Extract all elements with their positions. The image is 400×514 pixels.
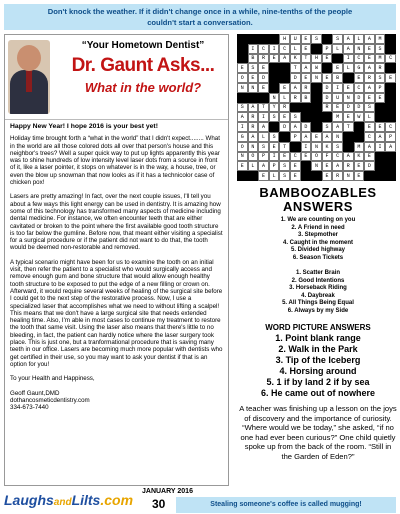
- crossword-black-square: [237, 34, 248, 44]
- crossword-black-square: [385, 44, 396, 54]
- crossword-black-square: [385, 152, 396, 162]
- crossword-cell: E: [258, 171, 269, 181]
- crossword-cell: N: [269, 93, 280, 103]
- crossword-black-square: [343, 73, 354, 83]
- crossword-cell: C: [354, 54, 365, 64]
- crossword-black-square: [311, 83, 322, 93]
- bamboozables-title: [239, 186, 397, 214]
- crossword-cell: Y: [269, 103, 280, 113]
- crossword-cell: E: [301, 44, 312, 54]
- crossword-cell: N: [311, 142, 322, 152]
- crossword-cell: A: [301, 63, 312, 73]
- crossword-cell: S: [364, 103, 375, 113]
- crossword-black-square: [279, 63, 290, 73]
- paragraph-3: A typical scenario might have been for us to examine the tooth on an initial visit, then refer the patient to a specialist who would surgically access and remove enough gum and bone structure that would allow enough healthy tooth structure to be exposed to put the edge of a new filling or crown on. Afterward, it would require several weeks of healing of the surgical site before I could get to the next step of the restorative process. Now, I use a specialized laser that accomplishes what we need to without lifting a scalpel! This means that we don't have a large surgical site that needs extended healing time. Also, I'm able in most cases to continue my treatment to restore the tooth that same visit. Using the laser also means that there's little to no bleeding, in fact, the patient can hardly notice where the laser surgery took place. This is just one, but a tranformational procedure that is saving many teeth in our office. Lasers are becoming much more popular with dentists who get certified in their use, so you may want to ask your dentist if that is an option for you!: [10, 258, 223, 368]
- closing: To your Health and Happiness,: [10, 375, 95, 383]
- crossword-cell: T: [279, 142, 290, 152]
- crossword-cell: A: [364, 83, 375, 93]
- crossword-black-square: [301, 171, 312, 181]
- crossword-cell: D: [354, 93, 365, 103]
- crossword-cell: C: [354, 83, 365, 93]
- crossword-cell: E: [237, 161, 248, 171]
- crossword-cell: E: [322, 54, 333, 64]
- crossword-black-square: [375, 171, 386, 181]
- crossword-cell: I: [248, 44, 259, 54]
- crossword-cell: F: [322, 152, 333, 162]
- bamboozables-title-line-1: BAMBOOZABLES: [259, 185, 377, 200]
- crossword-black-square: [301, 112, 312, 122]
- crossword-black-square: [269, 122, 280, 132]
- crossword-cell: A: [279, 54, 290, 64]
- crossword-black-square: [237, 171, 248, 181]
- crossword-black-square: [248, 171, 259, 181]
- crossword-cell: N: [237, 83, 248, 93]
- crossword-cell: E: [354, 73, 365, 83]
- crossword-black-square: [269, 73, 280, 83]
- dentist-photo: [8, 40, 50, 114]
- crossword-cell: E: [237, 63, 248, 73]
- crossword-cell: C: [290, 152, 301, 162]
- crossword-cell: I: [237, 122, 248, 132]
- crossword-black-square: [385, 112, 396, 122]
- crossword-cell: E: [343, 112, 354, 122]
- crossword-cell: L: [248, 161, 259, 171]
- crossword-solution: [237, 34, 396, 181]
- crossword-cell: L: [269, 171, 280, 181]
- crossword-cell: N: [311, 73, 322, 83]
- crossword-black-square: [385, 103, 396, 113]
- crossword-cell: T: [301, 54, 312, 64]
- crossword-cell: L: [354, 34, 365, 44]
- crossword-cell: S: [375, 73, 386, 83]
- crossword-cell: U: [332, 93, 343, 103]
- crossword-black-square: [301, 103, 312, 113]
- column-kicker: “Your Hometown Dentist”: [81, 40, 205, 51]
- crossword-cell: R: [322, 103, 333, 113]
- crossword-cell: I: [269, 44, 280, 54]
- bamboozables-answers-group-1: [239, 217, 397, 263]
- crossword-black-square: [385, 63, 396, 73]
- crossword-cell: M: [375, 54, 386, 64]
- crossword-cell: R: [301, 83, 312, 93]
- crossword-cell: A: [301, 132, 312, 142]
- top-quote-banner: [4, 4, 396, 30]
- crossword-black-square: [354, 132, 365, 142]
- crossword-cell: U: [290, 34, 301, 44]
- crossword-cell: P: [375, 83, 386, 93]
- crossword-cell: S: [258, 142, 269, 152]
- page-number: 30: [152, 497, 166, 511]
- crossword-cell: N: [237, 152, 248, 162]
- crossword-cell: W: [311, 63, 322, 73]
- crossword-cell: E: [290, 161, 301, 171]
- issue-date: JANUARY 2016: [142, 488, 193, 495]
- crossword-black-square: [343, 132, 354, 142]
- crossword-cell: A: [332, 161, 343, 171]
- crossword-cell: R: [248, 122, 259, 132]
- crossword-cell: M: [354, 142, 365, 152]
- crossword-cell: N: [311, 161, 322, 171]
- signature-website: dothancosmeticdentistry.com: [10, 396, 90, 404]
- crossword-cell: N: [332, 132, 343, 142]
- crossword-cell: E: [385, 73, 396, 83]
- crossword-cell: S: [279, 161, 290, 171]
- crossword-cell: W: [354, 112, 365, 122]
- crossword-cell: E: [364, 152, 375, 162]
- crossword-cell: A: [258, 161, 269, 171]
- crossword-black-square: [269, 63, 280, 73]
- crossword-cell: L: [258, 132, 269, 142]
- crossword-black-square: [279, 132, 290, 142]
- bamboozables-answer-item: 6. Season Tickets: [292, 254, 344, 261]
- crossword-cell: R: [248, 112, 259, 122]
- crossword-black-square: [269, 83, 280, 93]
- crossword-cell: R: [375, 63, 386, 73]
- paragraph-1: Holiday time brought forth a “what in the world” that I didn't expect........ What in the world are all those colored dots all over that person's house and this neighbor's trees? Well a super quick way to put up lights apparently this year was to shine hundreds of low intensity level laser dots from a source in front of it, like a laser pointer, it stops on whatever is in the way, a house, tree, or even the blow up snowman that now looks as if it has a technicolor case of chicken pox!: [10, 135, 220, 187]
- crossword-cell: S: [290, 112, 301, 122]
- column-title: Dr. Gaunt Asks...: [71, 55, 215, 76]
- crossword-cell: A: [343, 44, 354, 54]
- crossword-cell: C: [385, 54, 396, 64]
- crossword-cell: O: [311, 152, 322, 162]
- crossword-cell: A: [343, 34, 354, 44]
- crossword-cell: A: [322, 132, 333, 142]
- crossword-cell: E: [375, 93, 386, 103]
- crossword-cell: D: [343, 103, 354, 113]
- crossword-black-square: [248, 93, 259, 103]
- crossword-cell: E: [311, 132, 322, 142]
- crossword-cell: L: [343, 63, 354, 73]
- crossword-cell: E: [301, 34, 312, 44]
- crossword-cell: N: [248, 142, 259, 152]
- crossword-cell: A: [343, 152, 354, 162]
- crossword-cell: A: [364, 142, 375, 152]
- crossword-cell: S: [248, 63, 259, 73]
- word-picture-answer-item: 6. He came out of nowhere: [260, 388, 376, 398]
- crossword-cell: E: [343, 83, 354, 93]
- crossword-cell: P: [290, 132, 301, 142]
- crossword-cell: B: [332, 73, 343, 83]
- crossword-cell: P: [258, 152, 269, 162]
- crossword-cell: E: [364, 54, 375, 64]
- dentist-column: [4, 34, 229, 486]
- crossword-cell: D: [354, 103, 365, 113]
- crossword-black-square: [375, 112, 386, 122]
- crossword-cell: P: [269, 161, 280, 171]
- crossword-cell: T: [343, 122, 354, 132]
- crossword-cell: E: [269, 54, 280, 64]
- crossword-cell: E: [354, 171, 365, 181]
- bamboozables-answer-item: 4. Caught in the moment: [282, 239, 353, 246]
- crossword-cell: E: [322, 171, 333, 181]
- crossword-cell: I: [375, 142, 386, 152]
- crossword-black-square: [311, 93, 322, 103]
- crossword-cell: E: [322, 161, 333, 171]
- crossword-black-square: [385, 34, 396, 44]
- crossword-cell: S: [279, 171, 290, 181]
- crossword-cell: E: [248, 73, 259, 83]
- crossword-black-square: [322, 63, 333, 73]
- bamboozables-answer-item: 3. Stepmother: [297, 232, 338, 239]
- crossword-cell: S: [332, 142, 343, 152]
- signature-phone: 334-673-7440: [10, 404, 49, 412]
- crossword-cell: S: [237, 103, 248, 113]
- crossword-cell: A: [248, 103, 259, 113]
- crossword-cell: R: [290, 93, 301, 103]
- crossword-cell: A: [364, 63, 375, 73]
- banner-line-2: couldn't start a conversation.: [147, 18, 253, 27]
- crossword-cell: S: [311, 34, 322, 44]
- column-subtitle: What in the world?: [84, 80, 202, 95]
- crossword-cell: L: [332, 44, 343, 54]
- crossword-cell: N: [343, 171, 354, 181]
- word-picture-answer-item: 4. Horsing around: [279, 366, 357, 376]
- crossword-black-square: [375, 103, 386, 113]
- crossword-cell: E: [332, 63, 343, 73]
- crossword-black-square: [375, 152, 386, 162]
- column-body: [5, 120, 228, 411]
- signature: [10, 390, 223, 412]
- crossword-cell: E: [301, 152, 312, 162]
- word-picture-answer-item: 2. Walk in the Park: [278, 344, 358, 354]
- crossword-black-square: [385, 93, 396, 103]
- crossword-cell: K: [290, 54, 301, 64]
- crossword-cell: N: [343, 93, 354, 103]
- crossword-cell: R: [258, 54, 269, 64]
- word-picture-answer-item: 3. Tip of the Iceberg: [275, 355, 361, 365]
- crossword-black-square: [279, 73, 290, 83]
- crossword-cell: R: [332, 171, 343, 181]
- crossword-cell: I: [332, 83, 343, 93]
- bamboozables-title-line-2: ANSWERS: [283, 199, 353, 214]
- signature-name: Geoff Gaunt,DMD: [10, 389, 60, 397]
- crossword-cell: P: [385, 132, 396, 142]
- crossword-cell: D: [258, 73, 269, 83]
- crossword-cell: A: [364, 34, 375, 44]
- crossword-cell: M: [375, 34, 386, 44]
- crossword-cell: B: [248, 54, 259, 64]
- bamboozables-answer-item: 1. Scatter Brain: [295, 270, 341, 276]
- crossword-cell: A: [290, 122, 301, 132]
- crossword-cell: E: [364, 44, 375, 54]
- crossword-cell: N: [354, 44, 365, 54]
- crossword-cell: C: [258, 44, 269, 54]
- crossword-cell: D: [279, 122, 290, 132]
- crossword-cell: R: [279, 103, 290, 113]
- crossword-cell: L: [279, 93, 290, 103]
- crossword-cell: O: [237, 142, 248, 152]
- crossword-cell: C: [364, 132, 375, 142]
- bamboozables-answer-item: 5. Divided highway: [290, 247, 345, 254]
- teacher-joke: A teacher was finishing up a lesson on the joys of discovery and the importance of curiosity. “Where would we be today,” she asked, “if no one had ever been curious?” One child quietly spoke up from the back of the room. “Still in the Garden of Eden?”: [239, 404, 397, 461]
- word-picture-answer-item: 1. Point blank range: [275, 333, 361, 343]
- crossword-cell: E: [279, 83, 290, 93]
- crossword-cell: S: [375, 44, 386, 54]
- banner-line-1: Don't knock the weather. If it didn't change once in a while, nine-tenths of the people: [47, 7, 353, 16]
- crossword-cell: L: [290, 44, 301, 54]
- crossword-black-square: [385, 171, 396, 181]
- crossword-black-square: [237, 93, 248, 103]
- crossword-black-square: [258, 34, 269, 44]
- crossword-cell: E: [301, 73, 312, 83]
- crossword-cell: G: [354, 63, 365, 73]
- crossword-cell: E: [258, 63, 269, 73]
- crossword-cell: D: [322, 93, 333, 103]
- crossword-cell: A: [332, 122, 343, 132]
- crossword-cell: A: [258, 122, 269, 132]
- crossword-cell: A: [237, 112, 248, 122]
- crossword-grid: [237, 34, 396, 181]
- word-picture-title: WORD PICTURE ANSWERS: [265, 323, 371, 332]
- crossword-cell: E: [354, 161, 365, 171]
- crossword-cell: I: [258, 112, 269, 122]
- bamboozables-answer-item: 1. We are counting on you: [280, 217, 356, 223]
- crossword-cell: T: [258, 103, 269, 113]
- crossword-black-square: [311, 171, 322, 181]
- bamboozables-answer-item: 2. Good Intentions: [291, 277, 345, 284]
- bamboozables-answer-item: 4. Daybreak: [301, 292, 335, 299]
- crossword-cell: G: [237, 132, 248, 142]
- bamboozables-answers-group-2: [239, 270, 397, 316]
- crossword-cell: S: [322, 122, 333, 132]
- crossword-cell: E: [258, 83, 269, 93]
- crossword-black-square: [311, 112, 322, 122]
- crossword-cell: C: [332, 152, 343, 162]
- crossword-cell: S: [269, 132, 280, 142]
- crossword-black-square: [385, 83, 396, 93]
- crossword-cell: P: [322, 44, 333, 54]
- crossword-cell: I: [269, 152, 280, 162]
- crossword-cell: E: [290, 171, 301, 181]
- crossword-black-square: [322, 112, 333, 122]
- bamboozables-answer-item: 3. Horseback Riding: [289, 285, 347, 292]
- crossword-cell: E: [279, 152, 290, 162]
- crossword-cell: K: [322, 142, 333, 152]
- crossword-black-square: [237, 54, 248, 64]
- crossword-cell: I: [301, 142, 312, 152]
- crossword-cell: R: [364, 73, 375, 83]
- crossword-black-square: [258, 93, 269, 103]
- crossword-cell: L: [364, 112, 375, 122]
- crossword-black-square: [311, 44, 322, 54]
- crossword-cell: E: [375, 122, 386, 132]
- crossword-cell: S: [332, 34, 343, 44]
- bamboozables-answer-item: 5. All Things Being Equal: [282, 300, 354, 307]
- crossword-cell: M: [332, 112, 343, 122]
- crossword-cell: E: [269, 142, 280, 152]
- crossword-cell: A: [375, 132, 386, 142]
- crossword-cell: A: [290, 83, 301, 93]
- bamboozables-answer-item: 6. Always by my Side: [287, 307, 349, 314]
- crossword-black-square: [311, 122, 322, 132]
- crossword-black-square: [290, 103, 301, 113]
- footer-quote: Stealing someone's coffee is called mugging!: [176, 497, 396, 513]
- crossword-cell: E: [364, 122, 375, 132]
- crossword-cell: D: [364, 161, 375, 171]
- crossword-black-square: [332, 54, 343, 64]
- crossword-cell: E: [279, 112, 290, 122]
- crossword-cell: E: [364, 93, 375, 103]
- crossword-cell: D: [301, 122, 312, 132]
- crossword-cell: A: [385, 142, 396, 152]
- crossword-cell: D: [290, 73, 301, 83]
- crossword-black-square: [248, 34, 259, 44]
- crossword-cell: B: [301, 93, 312, 103]
- laughs-and-lilts-logo[interactable]: LaughsandLilts.com: [4, 492, 134, 508]
- crossword-cell: O: [237, 73, 248, 83]
- word-picture-answer-item: 5. 1 if by land 2 if by sea: [266, 377, 370, 387]
- crossword-cell: E: [322, 73, 333, 83]
- paragraph-2: Lasers are pretty amazing! In fact, over the next couple issues, I'll tell you about a few ways this light energy can be used in dentistry. It is amazing how some of this technology has transformed many aspects of medicine including dental medicine. For instance, we often encounter teeth that are either cavitated or broken to the point where the first available good tooth structure is too far below the gumline. Before now, that meant either visiting a specialist for a surgical procedure or if the patient did not want to do that, the tooth would be deemed non-restorable and removed.: [10, 193, 223, 252]
- crossword-cell: H: [311, 54, 322, 64]
- crossword-cell: C: [279, 44, 290, 54]
- column-header: [5, 35, 228, 120]
- word-picture-answers: [239, 333, 397, 399]
- crossword-black-square: [322, 34, 333, 44]
- crossword-cell: R: [343, 161, 354, 171]
- crossword-cell: T: [290, 63, 301, 73]
- crossword-cell: I: [343, 54, 354, 64]
- crossword-cell: H: [279, 34, 290, 44]
- crossword-cell: S: [269, 112, 280, 122]
- crossword-black-square: [301, 161, 312, 171]
- crossword-black-square: [311, 103, 322, 113]
- crossword-black-square: [237, 44, 248, 54]
- crossword-cell: E: [332, 103, 343, 113]
- greeting: Happy New Year! I hope 2016 is your best yet!: [10, 123, 158, 130]
- bamboozables-answer-item: 2. A Friend in need: [291, 224, 345, 231]
- crossword-cell: C: [385, 122, 396, 132]
- crossword-black-square: [364, 171, 375, 181]
- crossword-black-square: [354, 122, 365, 132]
- crossword-cell: A: [248, 132, 259, 142]
- crossword-black-square: [385, 161, 396, 171]
- crossword-cell: K: [354, 152, 365, 162]
- crossword-black-square: [269, 34, 280, 44]
- crossword-black-square: [290, 142, 301, 152]
- crossword-cell: N: [248, 83, 259, 93]
- crossword-cell: D: [322, 83, 333, 93]
- crossword-cell: O: [248, 152, 259, 162]
- crossword-black-square: [375, 161, 386, 171]
- crossword-black-square: [343, 142, 354, 152]
